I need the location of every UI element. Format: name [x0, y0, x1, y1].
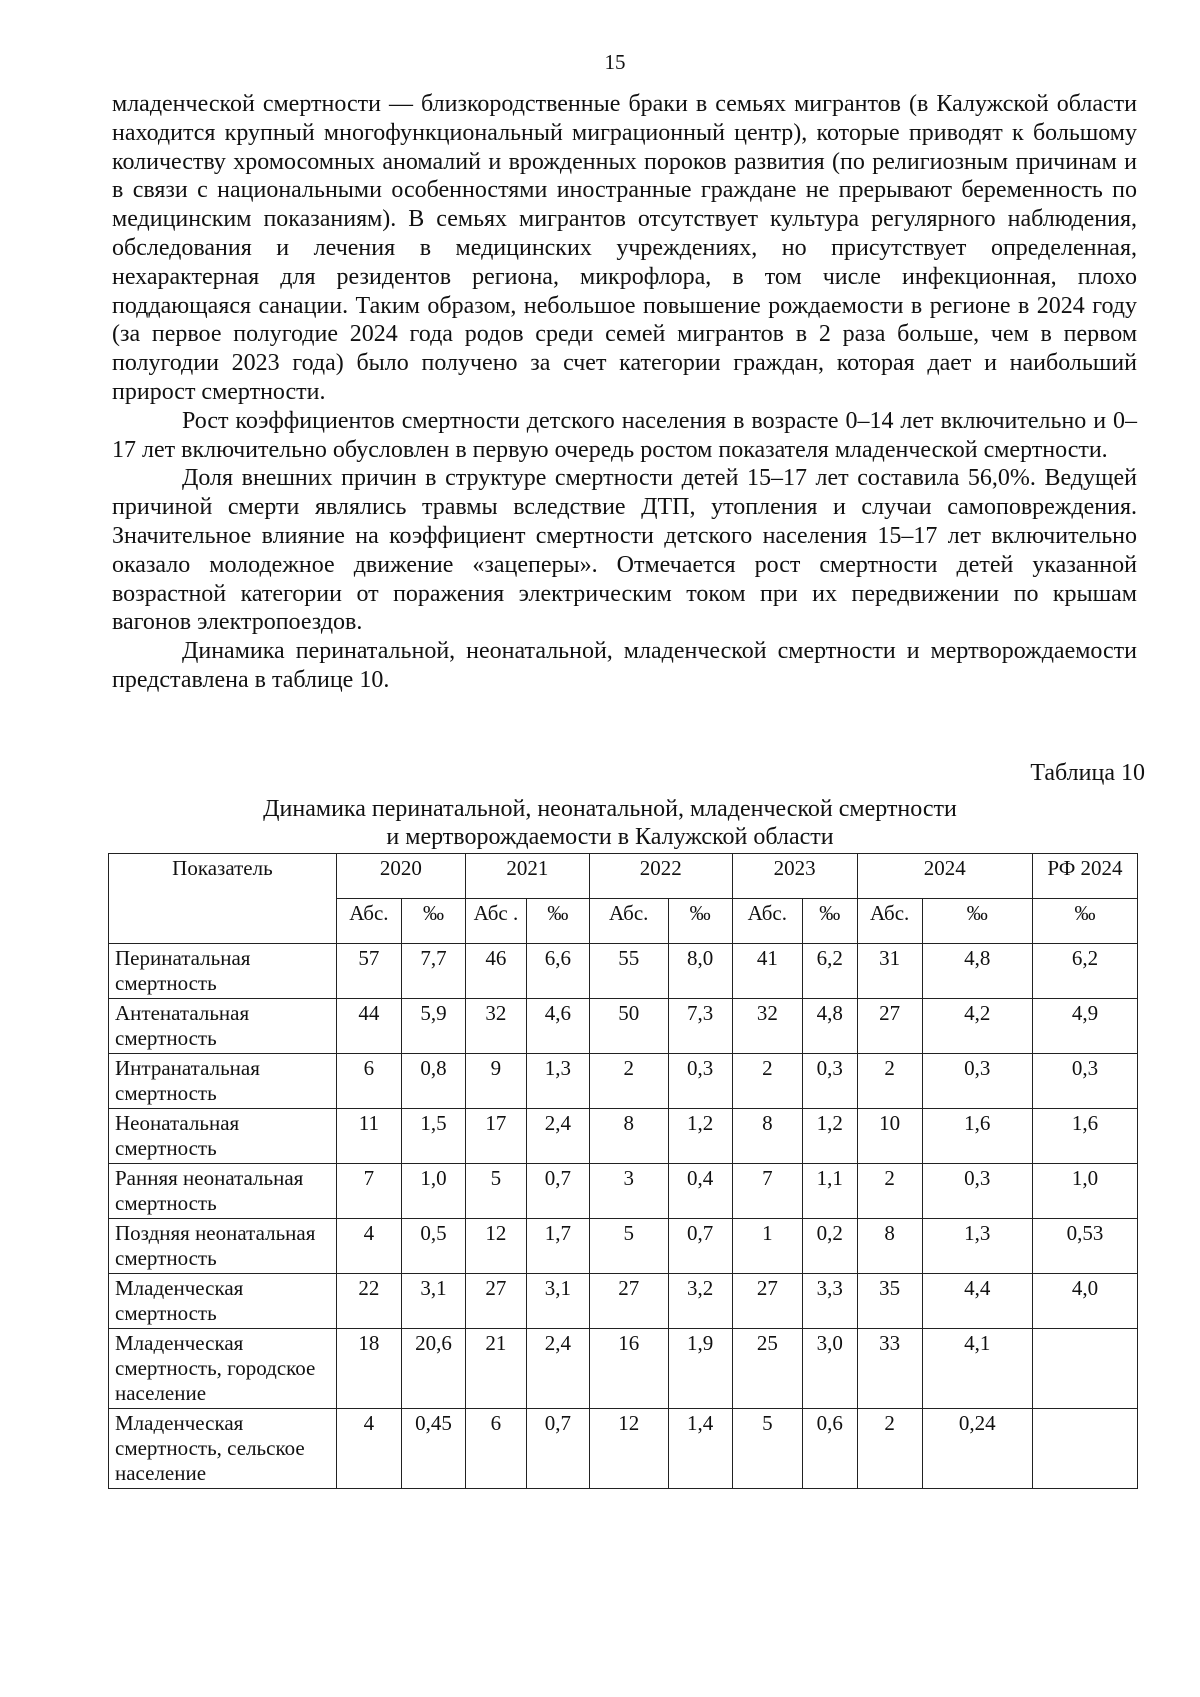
subheader-cell: Абс. — [857, 899, 922, 944]
table-row — [109, 1219, 1138, 1274]
value-cell: 57 — [336, 944, 401, 999]
indicator-name-cell: Младенческая смертность — [109, 1274, 337, 1329]
value-cell: 7,3 — [668, 999, 732, 1054]
value-cell: 1,1 — [803, 1164, 858, 1219]
value-cell: 3,1 — [401, 1274, 465, 1329]
value-cell: 3,1 — [526, 1274, 589, 1329]
value-cell: 0,5 — [401, 1219, 465, 1274]
value-cell: 20,6 — [401, 1329, 465, 1409]
value-cell: 9 — [465, 1054, 526, 1109]
value-cell: 4,0 — [1032, 1274, 1137, 1329]
value-cell: 4 — [336, 1409, 401, 1489]
value-cell: 31 — [857, 944, 922, 999]
value-cell: 2 — [857, 1164, 922, 1219]
value-cell: 16 — [589, 1329, 668, 1409]
table-row — [109, 999, 1138, 1054]
value-cell: 2,4 — [526, 1109, 589, 1164]
value-cell: 0,7 — [668, 1219, 732, 1274]
value-cell: 27 — [589, 1274, 668, 1329]
table-year-header-row — [109, 854, 1138, 899]
value-cell: 0,4 — [668, 1164, 732, 1219]
value-cell: 3 — [589, 1164, 668, 1219]
value-cell: 18 — [336, 1329, 401, 1409]
value-cell: 21 — [465, 1329, 526, 1409]
value-cell: 0,7 — [526, 1409, 589, 1489]
indicator-header: Показатель — [109, 854, 337, 944]
value-cell: 12 — [589, 1409, 668, 1489]
page-number: 15 — [604, 50, 626, 74]
value-cell: 0,3 — [1032, 1054, 1137, 1109]
value-cell: 3,3 — [803, 1274, 858, 1329]
value-cell: 2 — [589, 1054, 668, 1109]
indicator-name-cell: Перинатальная смертность — [109, 944, 337, 999]
table-row — [109, 1054, 1138, 1109]
value-cell: 0,3 — [668, 1054, 732, 1109]
year-header: 2021 — [465, 854, 589, 899]
table-label: Таблица 10 — [1030, 760, 1145, 786]
value-cell: 2,4 — [526, 1329, 589, 1409]
value-cell: 8 — [857, 1219, 922, 1274]
value-cell: 1 — [732, 1219, 802, 1274]
value-cell: 1,0 — [1032, 1164, 1137, 1219]
table-row — [109, 1109, 1138, 1164]
value-cell: 27 — [732, 1274, 802, 1329]
subheader-cell: ‰ — [922, 899, 1032, 944]
value-cell: 4,6 — [526, 999, 589, 1054]
value-cell: 2 — [857, 1409, 922, 1489]
table-row — [109, 1274, 1138, 1329]
subheader-cell: ‰ — [1032, 899, 1137, 944]
year-header: РФ 2024 — [1032, 854, 1137, 899]
value-cell: 33 — [857, 1329, 922, 1409]
value-cell: 0,3 — [803, 1054, 858, 1109]
value-cell: 1,2 — [668, 1109, 732, 1164]
value-cell: 8 — [732, 1109, 802, 1164]
value-cell: 27 — [465, 1274, 526, 1329]
value-cell: 44 — [336, 999, 401, 1054]
value-cell: 12 — [465, 1219, 526, 1274]
indicator-name-cell: Неонатальная смертность — [109, 1109, 337, 1164]
value-cell — [1032, 1409, 1137, 1489]
value-cell: 1,3 — [922, 1219, 1032, 1274]
value-cell: 5 — [732, 1409, 802, 1489]
value-cell: 1,2 — [803, 1109, 858, 1164]
year-header: 2022 — [589, 854, 732, 899]
value-cell: 4 — [336, 1219, 401, 1274]
value-cell: 1,4 — [668, 1409, 732, 1489]
value-cell: 0,3 — [922, 1164, 1032, 1219]
body-text — [112, 90, 1137, 695]
value-cell: 7,7 — [401, 944, 465, 999]
table-row — [109, 1409, 1138, 1489]
paragraph-2: Рост коэффициентов смертности детского населения в возрасте 0–14 лет включительно и 0–17 лет включительно обусловлен в первую очередь ростом показателя младенческой смертности. — [112, 407, 1137, 463]
indicator-name-cell: Интранатальная смертность — [109, 1054, 337, 1109]
value-cell — [1032, 1329, 1137, 1409]
value-cell: 3,0 — [803, 1329, 858, 1409]
value-cell: 2 — [732, 1054, 802, 1109]
indicator-name-cell: Младенческая смертность, сельское население — [109, 1409, 337, 1489]
indicator-name-cell: Младенческая смертность, городское население — [109, 1329, 337, 1409]
indicator-name-cell: Антенатальная смертность — [109, 999, 337, 1054]
value-cell: 1,7 — [526, 1219, 589, 1274]
value-cell: 4,1 — [922, 1329, 1032, 1409]
paragraph-1: младенческой смертности — близкородственные браки в семьях мигрантов (в Калужской области находится крупный многофункциональный миграционный центр), которые приводят к большому количеству хромосомных аномалий и врожденных пороков развития (по религиозным причинам и в связи с национальными особенностями иностранные граждане не прерывают беременность по медицинским показаниям). В семьях мигрантов отсутствует культура регулярного наблюдения, обследования и лечения в медицинских учреждениях, но присутствует определенная, нехарактерная для резидентов региона, микрофлора, в том числе инфекционная, плохо поддающаяся санации. Таким образом, небольшое повышение рождаемости в регионе в 2024 году (за первое полугодие 2024 года родов среди семей мигрантов в 2 раза больше, чем в первом полугодии 2023 года) было получено за счет категории граждан, которая дает и наибольший прирост смертности. — [112, 91, 1137, 405]
table-title-line-1: Динамика перинатальной, неонатальной, младенческой смертности — [263, 796, 957, 822]
value-cell: 32 — [732, 999, 802, 1054]
paragraph-3: Доля внешних причин в структуре смертности детей 15–17 лет составила 56,0%. Ведущей причиной смерти являлись травмы вследствие ДТП, утопления и случаи самоповреждения. Значительное влияние на коэффициент смертности детского населения 15–17 лет включительно оказало молодежное движение «зацеперы». Отмечается рост смертности детей указанной возрастной категории от поражения электрическим током при их передвижении по крышам вагонов электропоездов. — [112, 465, 1137, 636]
value-cell: 27 — [857, 999, 922, 1054]
value-cell: 35 — [857, 1274, 922, 1329]
value-cell: 4,8 — [922, 944, 1032, 999]
value-cell: 0,6 — [803, 1409, 858, 1489]
value-cell: 4,4 — [922, 1274, 1032, 1329]
value-cell: 1,6 — [922, 1109, 1032, 1164]
value-cell: 5 — [589, 1219, 668, 1274]
value-cell: 1,3 — [526, 1054, 589, 1109]
value-cell: 17 — [465, 1109, 526, 1164]
year-header: 2023 — [732, 854, 857, 899]
subheader-cell: ‰ — [401, 899, 465, 944]
table-title-line-2: и мертворождаемости в Калужской области — [386, 824, 834, 850]
value-cell: 7 — [336, 1164, 401, 1219]
value-cell: 0,53 — [1032, 1219, 1137, 1274]
value-cell: 1,9 — [668, 1329, 732, 1409]
value-cell: 11 — [336, 1109, 401, 1164]
value-cell: 4,2 — [922, 999, 1032, 1054]
value-cell: 0,2 — [803, 1219, 858, 1274]
table-body — [109, 944, 1138, 1489]
value-cell: 6,2 — [803, 944, 858, 999]
table-row — [109, 944, 1138, 999]
value-cell: 6,6 — [526, 944, 589, 999]
subheader-cell: ‰ — [526, 899, 589, 944]
value-cell: 32 — [465, 999, 526, 1054]
value-cell: 4,8 — [803, 999, 858, 1054]
value-cell: 50 — [589, 999, 668, 1054]
value-cell: 5,9 — [401, 999, 465, 1054]
value-cell: 0,7 — [526, 1164, 589, 1219]
value-cell: 22 — [336, 1274, 401, 1329]
value-cell: 4,9 — [1032, 999, 1137, 1054]
paragraph-4: Динамика перинатальной, неонатальной, младенческой смертности и мертворождаемости представлена в таблице 10. — [112, 638, 1137, 693]
value-cell: 55 — [589, 944, 668, 999]
value-cell: 1,5 — [401, 1109, 465, 1164]
value-cell: 1,0 — [401, 1164, 465, 1219]
table-row — [109, 1329, 1138, 1409]
year-header: 2024 — [857, 854, 1032, 899]
value-cell: 46 — [465, 944, 526, 999]
value-cell: 0,45 — [401, 1409, 465, 1489]
value-cell: 6 — [336, 1054, 401, 1109]
subheader-cell: Абс. — [336, 899, 401, 944]
value-cell: 10 — [857, 1109, 922, 1164]
table-row — [109, 1164, 1138, 1219]
value-cell: 3,2 — [668, 1274, 732, 1329]
table-title — [110, 795, 1110, 851]
subheader-cell: Абс. — [732, 899, 802, 944]
indicator-name-cell: Ранняя неонатальная смертность — [109, 1164, 337, 1219]
indicator-name-cell: Поздняя неонатальная смертность — [109, 1219, 337, 1274]
value-cell: 25 — [732, 1329, 802, 1409]
value-cell: 5 — [465, 1164, 526, 1219]
mortality-table — [108, 853, 1138, 1489]
subheader-cell: ‰ — [803, 899, 858, 944]
value-cell: 0,24 — [922, 1409, 1032, 1489]
value-cell: 6,2 — [1032, 944, 1137, 999]
value-cell: 0,3 — [922, 1054, 1032, 1109]
value-cell: 8 — [589, 1109, 668, 1164]
subheader-cell: Абс. — [589, 899, 668, 944]
subheader-cell: ‰ — [668, 899, 732, 944]
value-cell: 7 — [732, 1164, 802, 1219]
value-cell: 2 — [857, 1054, 922, 1109]
value-cell: 1,6 — [1032, 1109, 1137, 1164]
value-cell: 0,8 — [401, 1054, 465, 1109]
year-header: 2020 — [336, 854, 465, 899]
value-cell: 6 — [465, 1409, 526, 1489]
value-cell: 8,0 — [668, 944, 732, 999]
subheader-cell: Абс . — [465, 899, 526, 944]
value-cell: 41 — [732, 944, 802, 999]
